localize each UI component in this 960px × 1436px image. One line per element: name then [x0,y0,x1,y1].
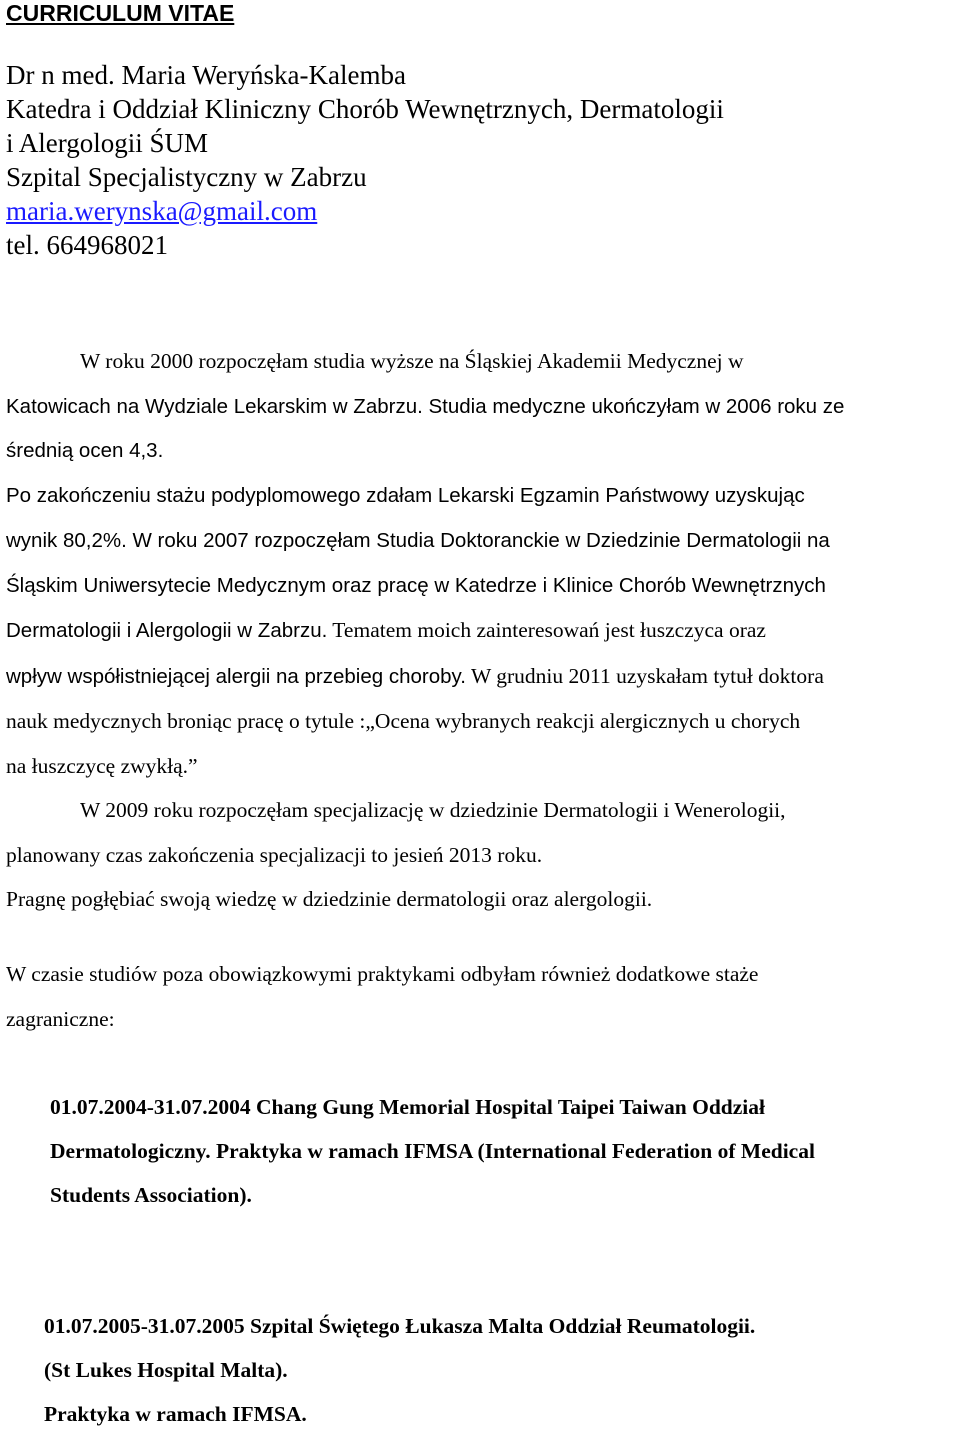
internships-intro-line: zagraniczne: [6,1006,115,1031]
contact-header [6,58,724,262]
studies-line: Dermatologii i Alergologii w Zabrzu. Tematem moich zainteresowań jest łuszczyca oraz [6,618,766,642]
internships-intro-line: W czasie studiów poza obowiązkowymi praktykami odbyłam również dodatkowe staże [6,962,759,986]
studies-line: nauk medycznych broniąc pracę o tytule :„Ocena wybranych reakcji alergicznych u chorych [6,709,801,733]
studies-line: na łuszczycę zwykłą.” [6,753,198,778]
studies-line: W 2009 roku rozpoczęłam specjalizację w dziedzinie Dermatologii i Wenerologii, [80,798,786,822]
phone-number: tel. 664968021 [6,230,168,260]
studies-line: Katowicach na Wydziale Lekarskim w Zabrzu. Studia medyczne ukończyłam w 2006 roku ze [6,394,845,418]
internships-intro [6,952,960,1041]
studies-line: wynik 80,2%. W roku 2007 rozpoczęłam Studia Doktoranckie w Dziedzinie Dermatologii na [6,529,830,552]
studies-line: Pragnę pogłębiać swoją wiedzę w dziedzinie dermatologii oraz alergologii. [6,887,653,911]
studies-line: planowany czas zakończenia specjalizacji to jesień 2013 roku. [6,842,543,867]
studies-line: średnią ocen 4,3. [6,439,164,462]
email-link[interactable]: maria.werynska@gmail.com [6,196,318,226]
department-line-1: Katedra i Oddział Kliniczny Chorób Wewnętrznych, Dermatologii [6,94,724,124]
document-title: CURRICULUM VITAE [6,0,235,26]
studies-line: Po zakończeniu stażu podyplomowego zdałam Lekarski Egzamin Państwowy uzyskując [6,483,805,507]
hospital-name: Szpital Specjalistyczny w Zabrzu [6,162,367,192]
author-name: Dr n med. Maria Weryńska-Kalemba [6,60,406,90]
studies-line: wpływ współistniejącej alergii na przebieg choroby. W grudniu 2011 uzyskałam tytuł doktora [6,663,824,688]
internship-item-taiwan: 01.07.2004-31.07.2004 Chang Gung Memorial Hospital Taipei Taiwan Oddział Dermatologiczny. Praktyka w ramach IFMSA (International Federation of Medical Students Association). [50,1095,815,1207]
studies-line: W roku 2000 rozpoczęłam studia wyższe na Śląskiej Akademii Medycznej w [80,349,744,373]
studies-section [6,339,960,922]
internship-item-malta: 01.07.2005-31.07.2005 Szpital Świętego Łukasza Malta Oddział Reumatologii. (St Lukes Hospital Malta). Praktyka w ramach IFMSA. [44,1314,756,1426]
studies-line: Śląskim Uniwersytecie Medycznym oraz pracę w Katedrze i Klinice Chorób Wewnętrznych [6,573,826,597]
department-line-2: i Alergologii ŚUM [6,128,209,158]
